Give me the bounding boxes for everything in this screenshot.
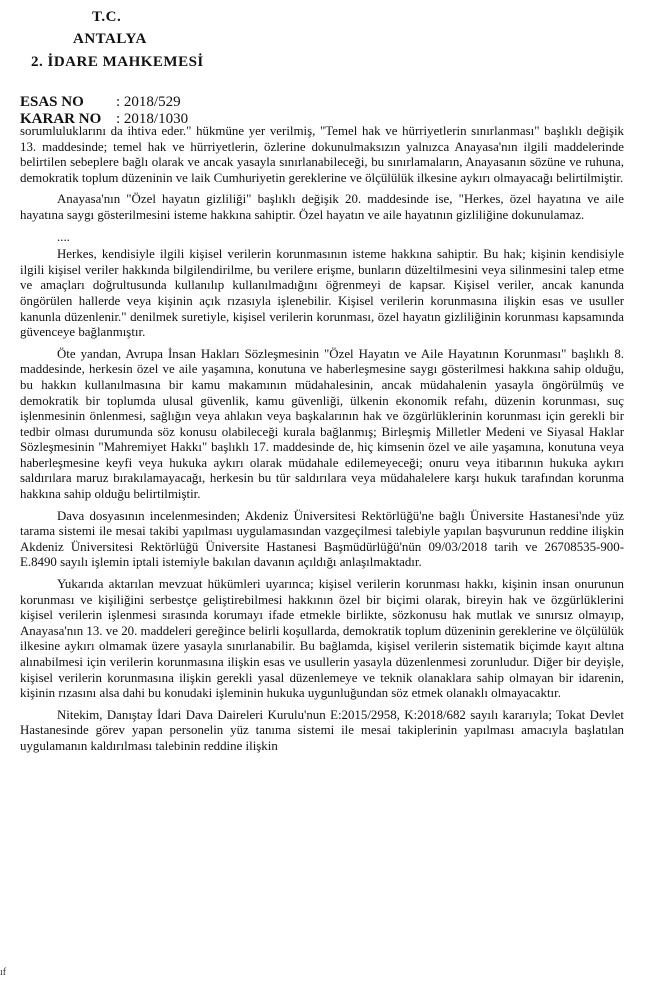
header-court-name: 2. İDARE MAHKEMESİ: [31, 54, 204, 70]
karar-no-label: KARAR NO: [20, 111, 102, 127]
paragraph-5: Dava dosyasının incelenmesinden; Akdeniz Üniversitesi Rektörlüğü'ne bağlı Üniversite Hastanesi'nde yüz tarama sistemi ile mesai takibi yapılması uygulamasından vazgeçilmesi talebiyle yapılan başvurunun reddine ilişkin Akdeniz Üniversitesi Rektörlüğü Üniversite Hastanesi Başmüdürlüğü'nün 09/03/2018 tarih ve 26708535-900- E.8490 sayılı işlemin iptali istemiyle bakılan davanın açıldığı anlaşılmaktadır.: [20, 508, 624, 570]
paragraph-7: Nitekim, Danıştay İdari Dava Daireleri Kurulu'nun E:2015/2958, K:2018/682 sayılı kararıyla; Tokat Devlet Hastanesinde görev yapan personelin yüz tanıma sistemi ile mesai takiplerinin yapılması amacıyla başlatılan uygulamanın kaldırılması talebinin reddine ilişkin: [20, 707, 624, 753]
header-tc: T.C.: [92, 9, 122, 25]
karar-no-value: : 2018/1030: [116, 111, 189, 127]
ellipsis-marker: ....: [57, 229, 70, 244]
document-body: [20, 124, 624, 755]
esas-no-row: [20, 94, 181, 111]
paragraph-1: sorumluluklarını da ihtiva eder." hükmüne yer verilmiş, "Temel hak ve hürriyetlerin sınırlanması" başlıklı değişik 13. maddesinde; temel hak ve hürriyetlerin, özlerine dokunulmaksızın yalnızca Anayasa'nın ilgili maddelerinde belirtilen sebeplere bağlı olarak ve ancak yasayla sınırlanabileceği, bu sınırlamaların, Anayasanın sözüne ve ruhuna, demokratik toplum düzeninin ve laik Cumhuriyetin gereklerine ve ölçülülük ilkesine aykırı olmayacağı belirtilmiştir.: [20, 124, 624, 185]
esas-no-value: : 2018/529: [116, 94, 181, 110]
corner-mark: ıf: [0, 967, 7, 978]
esas-no-label: ESAS NO: [20, 94, 84, 110]
paragraph-3: Herkes, kendisiyle ilgili kişisel verilerin korunmasının isteme hakkına sahiptir. Bu hak; kişinin kendisiyle ilgili kişisel veriler hakkında bilgilendirilme, bu verilere erişme, bunların düzeltilmesini veya silinmesini talep etme ve amaçları doğrultusunda kullanılıp kullanılmadığını öğrenmeyi de kapsar. Kişisel veriler, ancak kanunda öngörülen hallerde veya kişinin açık rızasıyla işlenebilir. Kişisel verilerin korunmasına ilişkin esas ve usuller kanunla düzenlenir." denilmek suretiyle, kişisel verilerin korunması, özel hayatın gizliliğinin korunması kapsamında güvenceye bağlanmıştır.: [20, 247, 624, 340]
paragraph-4: Öte yandan, Avrupa İnsan Hakları Sözleşmesinin "Özel Hayatın ve Aile Hayatının Korunması" başlıklı 8. maddesinde, herkesin özel ve aile yaşamına, konutuna ve haberleşmesine saygı gösterilmesi hakkına sahip olduğu, bu hakkın kullanılmasına bir kamu makamının müdahalesinin, ancak müdahalenin yasayla öngörülmüş ve demokratik bir toplumda ulusal güvenlik, kamu güvenliği, ülkenin ekonomik refahı, düzenin korunması, suç işlenmesinin önlenmesi, sağlığın veya ahlakın veya başkalarının hak ve özgürlüklerinin korunması için gerekli bir tedbir olması durumunda söz konusu olabileceği kurala bağlanmış; Birleşmiş Milletler Medeni ve Siyasal Haklar Sözleşmesinin "Mahremiyet Hakkı" başlıklı 17. maddesinde de, hiç kimsenin özel ve aile yaşamına, konutuna veya haberleşmesine keyfi veya hukuka aykırı olarak müdahale edilemeyeceği; onuru veya itibarının hukuka aykırı saldırılara maruz bırakılamayacağı, herkesin bu tür saldırılara veya müdahalelere karşı hukuk tarafından korunma hakkına sahip olduğu belirtilmiştir.: [20, 346, 624, 502]
paragraph-6: Yukarıda aktarılan mevzuat hükümleri uyarınca; kişisel verilerin korunması hakkı, kişinin insan onurunun korunması ve kişiliğini serbestçe geliştirebilmesi hakkının özel bir biçimi olarak, bireyin hak ve özgürlüklerini kişisel verilerin işlenmesi sırasında korumayı ifade etmekle birlikte, sözkonusu hak mutlak ve sınırsız olmayıp, Anayasa'nın 13. ve 20. maddeleri gereğince belirli koşullarda, demokratik toplum düzeninin gereklerine ve ölçülülük ilkesine aykırı olmamak üzere yasayla sınırlanabilir. Bu bağlamda, kişisel verilerin sistematik biçimde kayıt altına alınabilmesi için verilerin korunmasına ilişkin esas ve usullerin yasayla düzenlenmesi zorunludur. Diğer bir deyişle, kişisel verilerin korunmasına ilişkin gerekli yasal düzenlemeye ve teknik olanaklara sahip olmayan bir idarenin, kişinin rızasını alsa dahi bu konudaki işleminin hukuka uygunluğundan söz etmek olanaklı olmayacaktır.: [20, 577, 624, 701]
paragraph-2: Anayasa'nın "Özel hayatın gizliliği" başlıklı değişik 20. maddesinde ise, "Herkes, özel hayatına ve aile hayatına saygı gösterilmesini isteme hakkına sahiptir. Özel hayatın ve aile hayatının gizliliğine dokunulamaz.: [20, 192, 624, 222]
header-city: ANTALYA: [73, 31, 147, 47]
